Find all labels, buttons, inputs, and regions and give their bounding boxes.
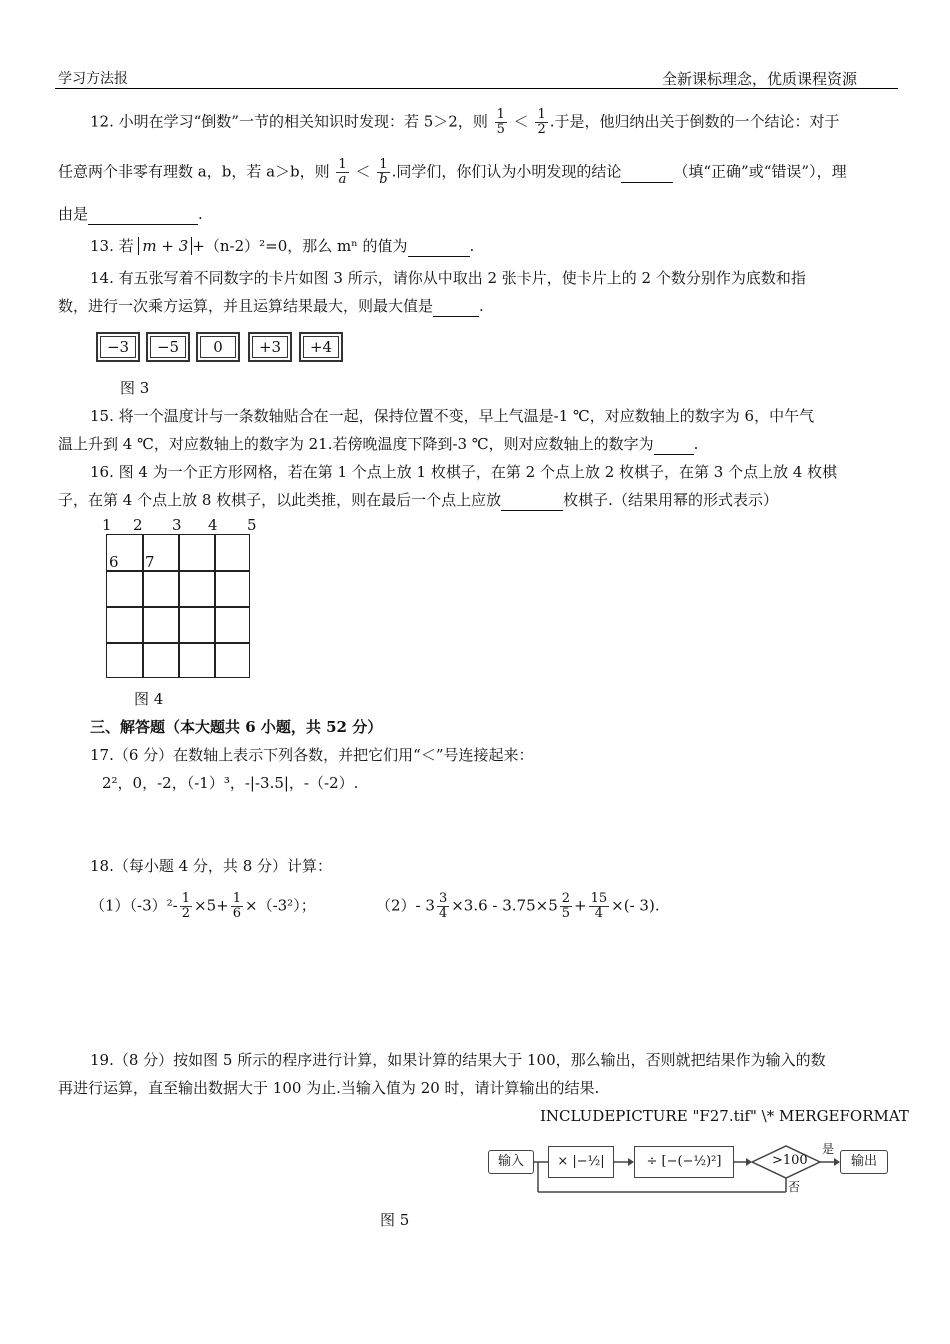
q12-frac1: $\frac{1}{5}$ <box>496 107 505 137</box>
q18-line1: 18.（每小题 4 分，共 8 分）计算： <box>90 857 333 875</box>
q12-line1 <box>90 108 840 137</box>
q14-line1: 14. 有五张写着不同数字的卡片如图 3 所示，请你从中取出 2 张卡片，使卡片上的 2 个数分别作为底数和指 <box>90 269 806 287</box>
flow-condition: >100 <box>772 1153 808 1168</box>
grid-label-2: 2 <box>133 516 143 534</box>
q18-part2: （2）- 3 $\frac{3}{4}$ ×3.6 - 3.75×5 $\frac{2}{5}$ + $\frac{15}{4}$ ×(- 3). <box>376 891 660 921</box>
q12-frac2: $\frac{1}{2}$ <box>537 107 546 137</box>
grid-label-3: 3 <box>172 516 182 534</box>
q13-line: 13. 若 m + 3 +（n-2）²=0，那么 mⁿ 的值为 . <box>90 237 475 255</box>
flow-no: 否 <box>788 1180 801 1194</box>
q12-frac4: $\frac{1}{b}$ <box>379 157 388 187</box>
q17-line2: 2²，0，-2，（-1）³，-|-3.5|，-（-2）. <box>102 774 359 792</box>
card-2: −5 <box>146 332 190 362</box>
q19-line2: 再进行运算，直至输出数据大于 100 为止.当输入值为 20 时，请计算输出的结果. <box>58 1079 600 1097</box>
card-5: +4 <box>299 332 343 362</box>
fig3-caption: 图 3 <box>120 379 150 397</box>
q16-line1: 16. 图 4 为一个正方形网格，若在第 1 个点上放 1 枚棋子，在第 2 个点上放 2 枚棋子，在第 3 个点上放 4 枚棋 <box>90 463 838 481</box>
q13-abs: m + 3 <box>138 237 192 255</box>
q17-line1: 17.（6 分）在数轴上表示下列各数，并把它们用“＜”号连接起来： <box>90 746 534 764</box>
q14-line2: 数，进行一次乘方运算，并且运算结果最大，则最大值是 . <box>58 297 484 315</box>
header-rule <box>55 88 898 89</box>
q13-text-a: 13. 若 <box>90 237 134 255</box>
q12-text-b: .于是，他归纳出关于倒数的一个结论：对于 <box>549 112 840 131</box>
q14-blank[interactable] <box>433 296 479 317</box>
grid-label-7: 7 <box>145 553 155 571</box>
q13-blank[interactable] <box>408 236 470 257</box>
include-field-code: INCLUDEPICTURE "F27.tif" \* MERGEFORMAT <box>540 1107 909 1125</box>
q12-line3: 由是 . <box>58 205 203 223</box>
flow-output: 输出 <box>840 1150 888 1174</box>
flow-yes: 是 <box>822 1142 835 1156</box>
header-left: 学习方法报 <box>58 71 128 87</box>
q15-blank[interactable] <box>654 434 694 455</box>
card-4: +3 <box>248 332 292 362</box>
q19-line1: 19.（8 分）按如图 5 所示的程序进行计算，如果计算的结果大于 100，那么输出，否则就把结果作为输入的数 <box>90 1051 826 1069</box>
grid-label-4: 4 <box>208 516 218 534</box>
fig5-caption: 图 5 <box>380 1211 410 1229</box>
q12-blank-2[interactable] <box>88 204 198 225</box>
q12-text-e: （填“正确”或“错误”），理 <box>673 162 847 181</box>
q12-lt: ＜ <box>513 112 529 131</box>
q16-blank[interactable] <box>501 490 563 511</box>
q12-line2: 任意两个非零有理数 a，b，若 a＞b，则 $\frac{1}{a}$ ＜ $\frac{1}{b}$ .同学们，你们认为小明发现的结论 （填“正确”或“错误”），理 <box>58 157 847 187</box>
q12-text-a: 12. 小明在学习“倒数”一节的相关知识时发现：若 5＞2，则 <box>90 112 488 131</box>
card-1: −3 <box>96 332 140 362</box>
q12-frac3: $\frac{1}{a}$ <box>338 157 347 187</box>
q12-text-f: 由是 <box>58 205 89 223</box>
flow-input: 输入 <box>488 1150 534 1174</box>
header-right: 全新课标理念，优质课程资源 <box>662 70 858 88</box>
grid-label-6: 6 <box>109 553 119 571</box>
grid-label-5: 5 <box>247 516 257 534</box>
q12-blank-1[interactable] <box>621 162 673 183</box>
section-3-heading: 三、解答题（本大题共 6 小题，共 52 分） <box>90 718 383 736</box>
q18-part1: （1）（-3）²- $\frac{1}{2}$ ×5+ $\frac{1}{6}$ ×（-3²）； <box>90 891 316 921</box>
q15-line1: 15. 将一个温度计与一条数轴贴合在一起，保持位置不变，早上气温是-1 ℃，对应数轴上的数字为 6，中午气 <box>90 407 815 425</box>
q12-text-d: .同学们，你们认为小明发现的结论 <box>391 162 622 181</box>
grid-label-1: 1 <box>102 516 112 534</box>
fig4-caption: 图 4 <box>134 690 164 708</box>
q16-line2: 子，在第 4 个点上放 8 枚棋子，以此类推，则在最后一个点上应放 枚棋子.（结果用幂的形式表示） <box>58 491 778 509</box>
q12-text-c: 任意两个非零有理数 a，b，若 a＞b，则 <box>58 162 330 181</box>
q15-line2: 温上升到 4 ℃，对应数轴上的数字为 21.若傍晚温度下降到-3 ℃，则对应数轴上的数字为 . <box>58 435 699 453</box>
square-grid <box>106 534 250 678</box>
flow-op-divide: ÷ [−(−½)²] <box>634 1146 734 1178</box>
card-3: 0 <box>196 332 240 362</box>
flow-op-multiply: × |−½| <box>548 1146 614 1178</box>
q13-text-b: +（n-2）²=0，那么 mⁿ 的值为 <box>192 237 408 255</box>
